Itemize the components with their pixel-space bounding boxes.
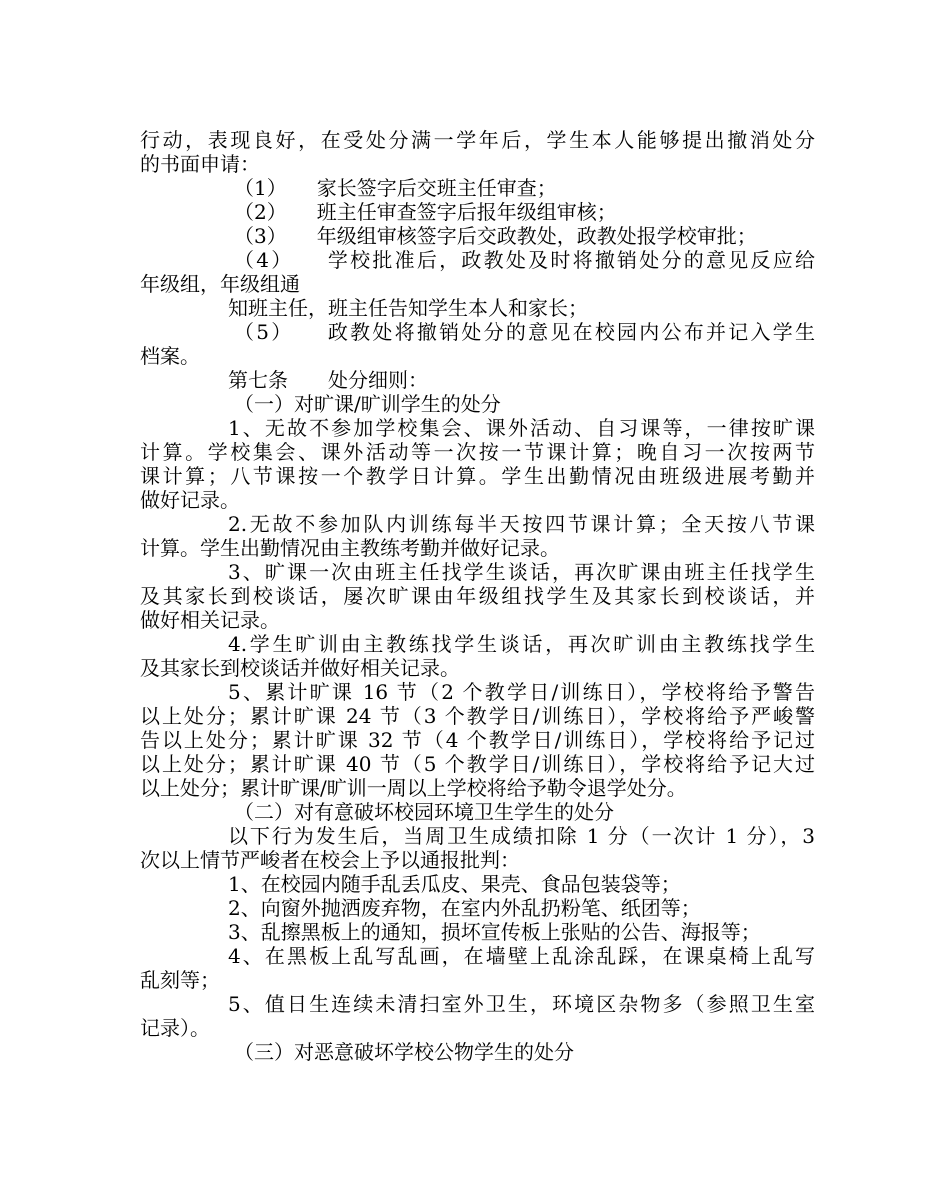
text-line: 2、向窗外抛洒废弃物，在室内外乱扔粉笔、纸团等； [228, 896, 701, 920]
text-line: （3） 年级组审核签字后交政教处，政教处报学校审批； [234, 224, 757, 248]
text-line: 5、累计旷课 16 节（2 个教学日/训练日），学校将给予警告 [228, 680, 815, 704]
section-heading: （二）对有意破坏校园环境卫生学生的处分 [234, 800, 614, 824]
text-line: 告以上处分；累计旷课 32 节（4 个教学日/训练日），学校将给予记过 [140, 728, 815, 752]
text-line: 次以上情节严峻者在校会上予以通报批判： [140, 848, 520, 872]
text-line: 行动，表现良好，在受处分满一学年后，学生本人能够提出撤消处分 [140, 128, 815, 152]
text-line: 以上处分；累计旷课/旷训一周以上学校将给予勒令退学处分。 [140, 776, 687, 800]
text-line: 及其家长到校谈话，屡次旷课由年级组找学生及其家长到校谈话，并 [140, 584, 815, 608]
section-heading: （一）对旷课/旷训学生的处分 [234, 392, 501, 416]
text-line: 计算。学生出勤情况由主教练考勤并做好记录。 [140, 536, 560, 560]
article-heading: 第七条 处分细则： [228, 368, 428, 392]
text-line: 3、乱擦黑板上的通知，损坏宣传板上张贴的公告、海报等； [228, 920, 761, 944]
text-line: 的书面申请： [140, 152, 260, 176]
text-line: 以上处分；累计旷课 40 节（5 个教学日/训练日），学校将给予记大过 [140, 752, 815, 776]
text-line: 做好记录。 [140, 488, 240, 512]
text-line: 计算。学校集会、课外活动等一次按一节课计算；晚自习一次按两节 [140, 440, 815, 464]
text-line: 知班主任，班主任告知学生本人和家长； [228, 296, 588, 320]
text-line: 1、无故不参加学校集会、课外活动、自习课等，一律按旷课 [228, 416, 815, 440]
text-line: （5） 政教处将撤销处分的意见在校园内公布并记入学生 [234, 320, 815, 344]
text-line: 4.学生旷训由主教练找学生谈话，再次旷训由主教练找学生 [228, 632, 815, 656]
text-line: 3、旷课一次由班主任找学生谈话，再次旷课由班主任找学生 [228, 560, 815, 584]
text-line: 以上处分；累计旷课 24 节（3 个教学日/训练日），学校将给予严峻警 [140, 704, 815, 728]
text-line: 记录）。 [140, 1016, 210, 1040]
text-line: （2） 班主任审查签字后报年级组审核； [234, 200, 617, 224]
text-line: 及其家长到校谈话并做好相关记录。 [140, 656, 460, 680]
text-line: 乱刻等； [140, 968, 220, 992]
text-line: 1、在校园内随手乱丢瓜皮、果壳、食品包装袋等； [228, 872, 681, 896]
text-line: 档案。 [140, 344, 200, 368]
text-line: （1） 家长签字后交班主任审查； [234, 176, 557, 200]
text-line: 4、在黑板上乱写乱画，在墙壁上乱涂乱踩，在课桌椅上乱写 [228, 944, 815, 968]
text-line: 做好相关记录。 [140, 608, 280, 632]
text-line: 2.无故不参加队内训练每半天按四节课计算；全天按八节课 [228, 512, 815, 536]
text-line: 5、值日生连续未清扫室外卫生，环境区杂物多（参照卫生室 [228, 992, 815, 1016]
section-heading: （三）对恶意破坏学校公物学生的处分 [234, 1040, 574, 1064]
text-line: 以下行为发生后，当周卫生成绩扣除 1 分（一次计 1 分），3 [228, 824, 815, 848]
text-line: （4） 学校批准后，政教处及时将撤销处分的意见反应给 [234, 248, 815, 272]
text-line: 课计算；八节课按一个教学日计算。学生出勤情况由班级进展考勤并 [140, 464, 815, 488]
text-line: 年级组，年级组通 [140, 272, 300, 296]
